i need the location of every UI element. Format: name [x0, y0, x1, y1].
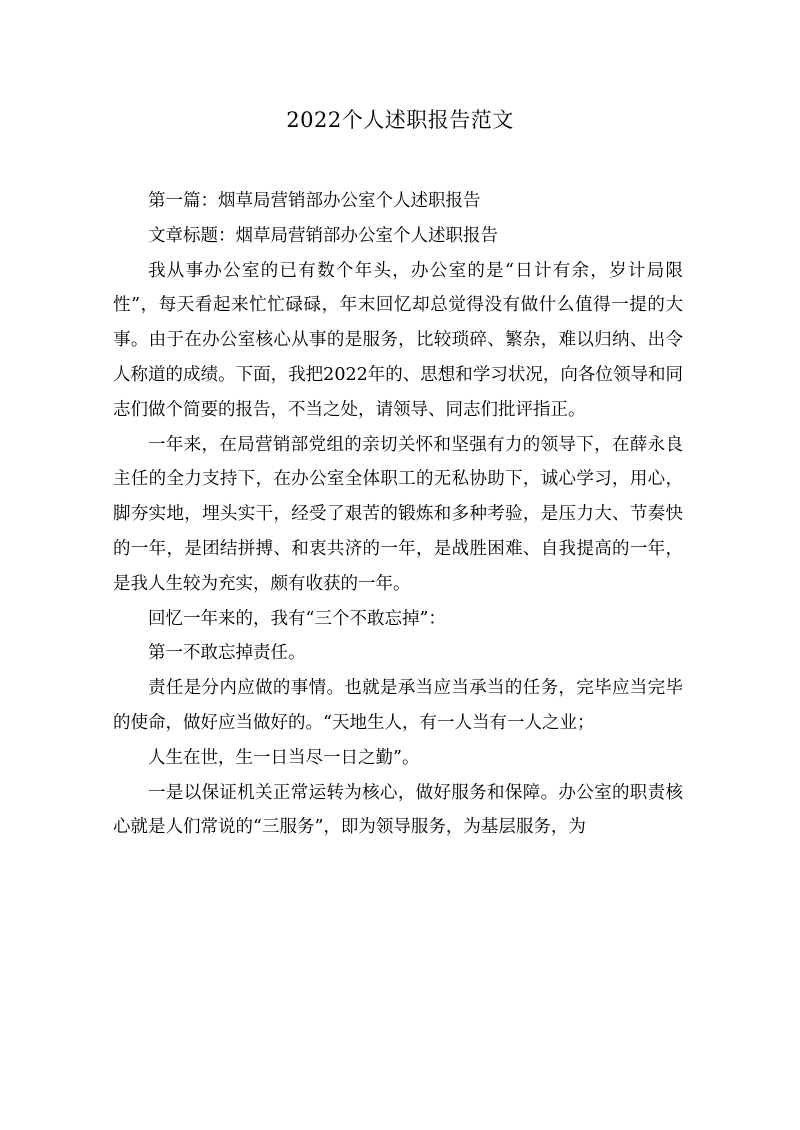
- paragraph: 一年来，在局营销部党组的亲切关怀和坚强有力的领导下，在薛永良主任的全力支持下，在办公室全体职工的无私协助下，诚心学习，用心，脚夯实地，埋头实干，经受了艰苦的锻炼和多种考验，是压力大、节奏快的一年，是团结拼搏、和衷共济的一年，是战胜困难、自我提高的一年，是我人生较为充实，颇有收获的一年。: [113, 434, 683, 594]
- paragraph: 回忆一年来的，我有“三个不敢忘掉”：: [148, 608, 446, 629]
- document-body: [113, 184, 683, 845]
- paragraph-article-title: 文章标题：烟草局营销部办公室个人述职报告: [148, 225, 498, 246]
- paragraph: 我从事办公室的已有数个年头，办公室的是“日计有余，岁计局限性”，每天看起来忙忙碌碌，年末回忆却总觉得没有做什么值得一提的大事。由于在办公室核心从事的是服务，比较琐碎、繁杂，难以归纳、出令人称道的成绩。下面，我把2022年的、思想和学习状况，向各位领导和同志们做个简要的报告，不当之处，请领导、同志们批评指正。: [113, 260, 683, 420]
- paragraph: 人生在世，生一日当尽一日之勤”。: [148, 747, 420, 768]
- paragraph: 责任是分内应做的事情。也就是承当应当承当的任务，完毕应当完毕的使命，做好应当做好的。“天地生人，有一人当有一人之业；: [113, 678, 683, 733]
- paragraph: 一是以保证机关正常运转为核心，做好服务和保障。办公室的职责核心就是人们常说的“三服务”，即为领导服务，为基层服务，为: [113, 782, 683, 838]
- paragraph-section-heading: 第一篇：烟草局营销部办公室个人述职报告: [148, 191, 481, 211]
- paragraph-subheading: 第一不敢忘掉责任。: [148, 643, 306, 664]
- document-title: 2022个人述职报告范文: [286, 108, 514, 132]
